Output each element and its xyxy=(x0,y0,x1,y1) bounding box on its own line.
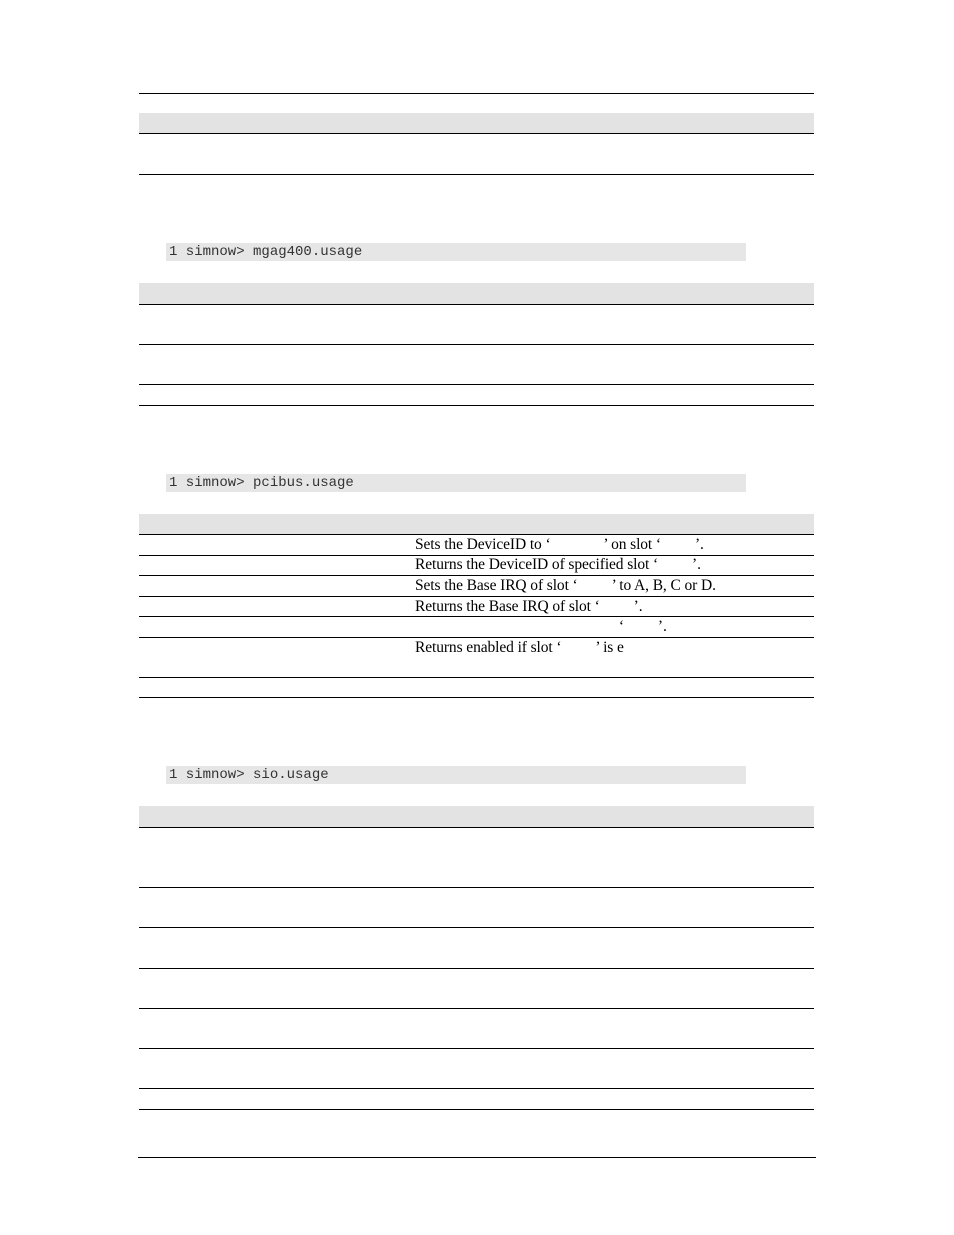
pcibus-row-5-description: ‘ ’. xyxy=(415,618,667,635)
table-header-band-1 xyxy=(139,113,814,133)
pcibus-table-row-rule xyxy=(139,616,814,617)
sio-table-row-rule xyxy=(139,1088,814,1089)
mgag400-table-row-rule xyxy=(139,344,814,345)
sio-table-row-rule xyxy=(139,1048,814,1049)
pcibus-row-4-description: Returns the Base IRQ of slot ‘ ’. xyxy=(415,598,643,615)
pcibus-row-6-description: Returns enabled if slot ‘ ’ is e xyxy=(415,639,624,656)
table-bottom-rule-1 xyxy=(139,174,814,175)
pcibus-table-bottom-rule xyxy=(139,697,814,698)
pcibus-row-3-description: Sets the Base IRQ of slot ‘ ’ to A, B, C or D. xyxy=(415,577,716,594)
sio-usage-code: 1 simnow> sio.usage xyxy=(166,766,746,784)
mgag400-table-row-rule xyxy=(139,384,814,385)
sio-table-row-rule xyxy=(139,927,814,928)
pcibus-table-row-rule xyxy=(139,575,814,576)
mgag400-usage-code: 1 simnow> mgag400.usage xyxy=(166,243,746,261)
pcibus-table-row-rule xyxy=(139,677,814,678)
pcibus-table-header-rule xyxy=(139,534,814,535)
sio-table-header-rule xyxy=(139,827,814,828)
table-header-rule-1 xyxy=(139,133,814,134)
pcibus-table-row-rule xyxy=(139,637,814,638)
sio-table-row-rule xyxy=(139,1008,814,1009)
pcibus-row-1-description: Sets the DeviceID to ‘ ’ on slot ‘ ’. xyxy=(415,536,704,553)
table-top-rule-1 xyxy=(139,93,814,94)
mgag400-table-header-rule xyxy=(139,304,814,305)
pcibus-table-row-rule xyxy=(139,596,814,597)
sio-table-row-rule xyxy=(139,887,814,888)
pcibus-table-header xyxy=(139,514,814,534)
sio-table-row-rule xyxy=(139,968,814,969)
mgag400-table-header xyxy=(139,283,814,304)
sio-table-row-rule xyxy=(139,1109,814,1110)
mgag400-table-bottom-rule xyxy=(139,405,814,406)
pcibus-usage-code: 1 simnow> pcibus.usage xyxy=(166,474,746,492)
page-footer-rule xyxy=(138,1157,816,1158)
pcibus-row-2-description: Returns the DeviceID of specified slot ‘ ’. xyxy=(415,556,701,573)
sio-table-header xyxy=(139,806,814,827)
